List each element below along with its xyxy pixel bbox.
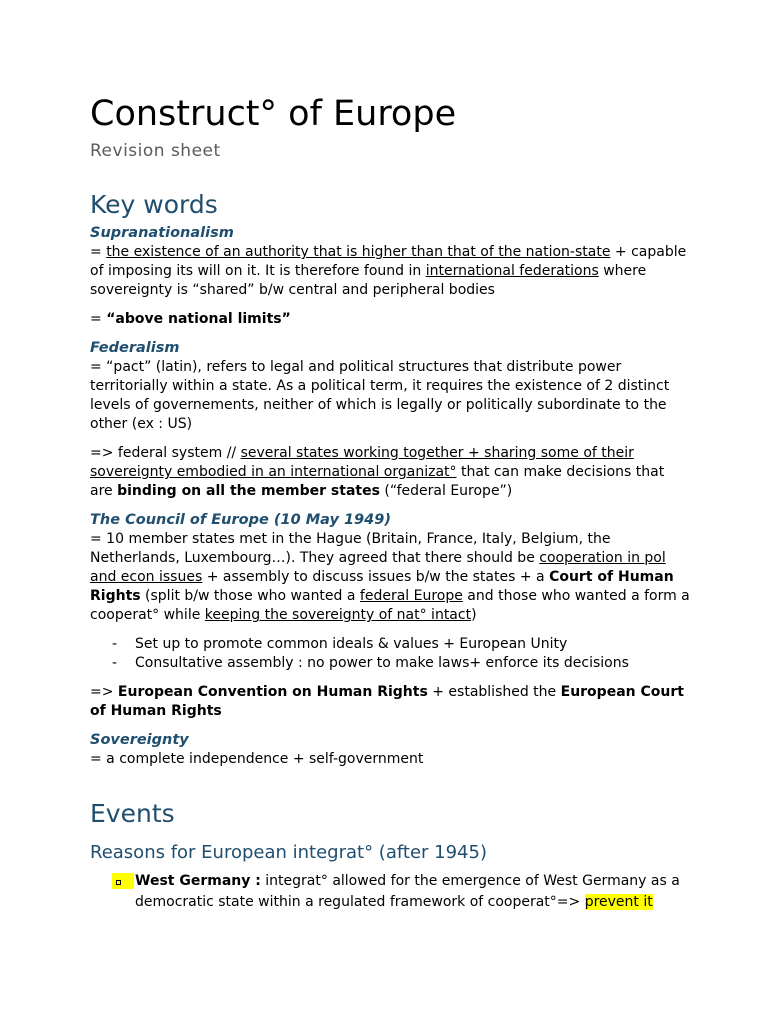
highlighted-text: prevent it — [584, 894, 653, 910]
text-run: = 10 member states met in the Hague (Britain, France, Italy, Belgium, the Netherlands, Luxembourg…). They agreed that there should be — [90, 531, 611, 566]
bold-text: West Germany : — [135, 873, 261, 889]
underlined-text: several states working together + sharing some of their sovereignty embodied in an international organizat° — [90, 445, 634, 480]
bold-text: European Court of Human Rights — [90, 684, 684, 719]
subheading-reasons-integration: Reasons for European integrat° (after 1945) — [90, 842, 487, 863]
section-heading-events: Events — [90, 799, 175, 828]
events-bullet-list — [90, 871, 690, 913]
underlined-text: cooperation in pol and econ issues — [90, 550, 666, 585]
underlined-text: international federations — [425, 263, 599, 279]
definition-supranationalism — [90, 243, 690, 300]
document-content — [90, 92, 690, 913]
section-heading-key-words: Key words — [90, 190, 218, 219]
bold-text: “above national limits” — [106, 311, 291, 327]
note-supranationalism — [90, 310, 690, 329]
document-title: Construct° of Europe — [90, 94, 457, 134]
dash-bullet: - — [112, 655, 118, 671]
text-run: (“federal Europe”) — [379, 483, 513, 499]
list-item — [90, 654, 690, 673]
council-bullet-list — [90, 635, 690, 673]
list-item-text: Consultative assembly : no power to make laws+ enforce its decisions — [135, 655, 629, 671]
bold-text: European Convention on Human Rights — [117, 684, 428, 700]
text-run: => — [90, 684, 118, 700]
list-item-text: Set up to promote common ideals & values + European Unity — [135, 636, 568, 652]
definition-federalism: = “pact” (latin), refers to legal and political structures that distribute power territorially within a state. As a political term, it requires the existence of 2 distinct levels of governements, neither of which is legally or politically subordinate to the other (ex : US) — [90, 359, 670, 432]
text-run: that can make decisions that are — [90, 464, 665, 499]
dash-bullet: - — [112, 636, 118, 652]
term-sovereignty: Sovereignty — [90, 732, 189, 748]
definition-sovereignty: = a complete independence + self-government — [90, 751, 424, 767]
text-run: ) — [471, 607, 477, 623]
list-item — [90, 871, 690, 913]
note-federalism — [90, 444, 690, 501]
text-run: where sovereignty is “shared” b/w central and peripheral bodies — [90, 263, 647, 298]
square-bullet-icon — [112, 873, 134, 889]
text-run: + established the — [427, 684, 561, 700]
term-council-of-europe: The Council of Europe (10 May 1949) — [90, 512, 391, 528]
bold-text: Court of Human Rights — [90, 569, 674, 604]
text-run: (split b/w those who wanted a — [140, 588, 360, 604]
definition-council-of-europe — [90, 530, 690, 625]
underlined-text: federal Europe — [359, 588, 463, 604]
text-run: and those who wanted a form a cooperat° while — [90, 588, 690, 623]
underlined-text: keeping the sovereignty of nat° intact — [204, 607, 472, 623]
text-run: = — [90, 311, 107, 327]
term-supranationalism: Supranationalism — [90, 225, 234, 241]
document-subtitle: Revision sheet — [90, 141, 221, 161]
underlined-text: the existence of an authority that is higher than that of the nation-state — [106, 244, 611, 260]
text-run: + assembly to discuss issues b/w the states + a — [202, 569, 550, 585]
text-run: + capable of imposing its will on it. It is therefore found in — [90, 244, 687, 279]
note-council-of-europe — [90, 683, 690, 721]
bold-text: binding on all the member states — [117, 483, 380, 499]
text-run: integrat° allowed for the emergence of West Germany as a democratic state within a regulated framework of cooperat°=> — [135, 873, 680, 910]
text-run: = — [90, 244, 107, 260]
term-federalism: Federalism — [90, 340, 180, 356]
list-item — [90, 635, 690, 654]
text-run: => federal system // — [90, 445, 241, 461]
